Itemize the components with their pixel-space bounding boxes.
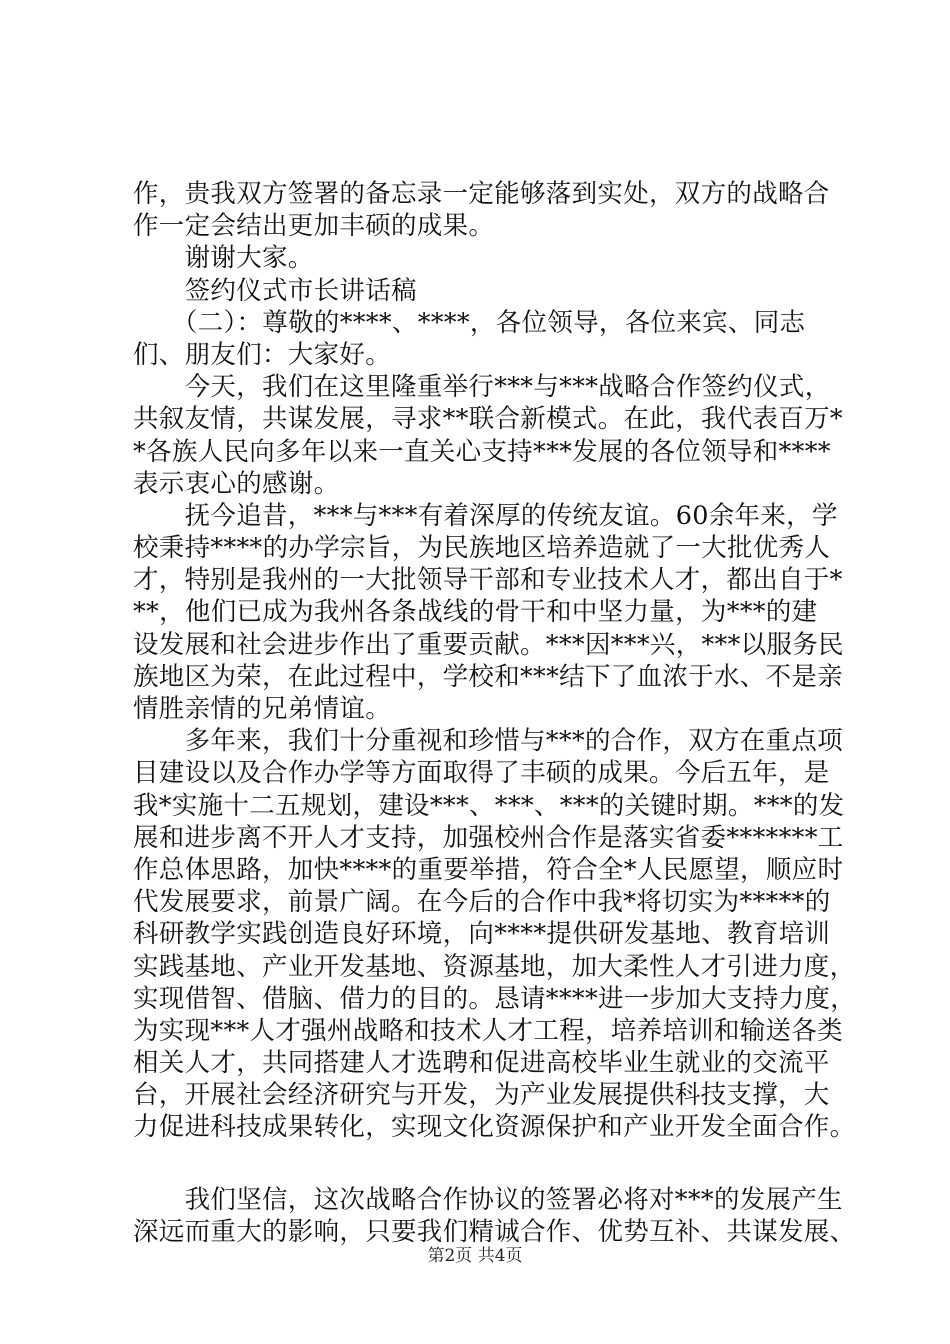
text-line: 谢谢大家。 — [133, 243, 314, 274]
text-line: 相关人才，共同搭建人才选聘和促进高校毕业生就业的交流平 — [133, 1048, 830, 1079]
document-body — [133, 178, 857, 1248]
text-line: （二）：尊敬的****、****，各位领导，各位来宾、同志 — [133, 307, 806, 338]
text-line: 为实现***人才强州战略和技术人才工程，培养培训和输送各类 — [133, 1015, 843, 1046]
text-line: 代发展要求，前景广阔。在今后的合作中我*将切实为*****的 — [133, 887, 831, 918]
page-number-footer: 第2页 共4页 — [427, 1246, 523, 1266]
text-line: 表示衷心的感谢。 — [133, 468, 340, 499]
text-line: 展和进步离不开人才支持，加强校州合作是落实省委*******工 — [133, 822, 844, 853]
text-line: *各族人民向多年以来一直关心支持***发展的各位领导和**** — [133, 436, 831, 467]
text-line: 共叙友情，共谋发展，寻求**联合新模式。在此，我代表百万* — [133, 404, 843, 435]
text-line: 作，贵我双方签署的备忘录一定能够落到实处，双方的战略合 — [133, 179, 830, 209]
text-line: 作总体思路，加快****的重要举措，符合全*人民愿望，顺应时 — [133, 854, 844, 885]
text-line: 作一定会结出更加丰硕的成果。 — [133, 211, 495, 242]
paragraph-gap — [133, 1144, 838, 1184]
text-line: 我*实施十二五规划，建设***、***、***的关键时期。***的发 — [133, 790, 845, 821]
text-line: 实践基地、产业开发基地、资源基地，加大柔性人才引进力度， — [133, 951, 856, 982]
text-line: 抚今追昔，***与***有着深厚的传统友谊。60余年来，学 — [133, 500, 838, 531]
text-line: 签约仪式市长讲话稿 — [133, 275, 417, 306]
text-line: 才，特别是我州的一大批领导干部和专业技术人才，都出自于* — [133, 565, 843, 596]
body-paragraphs — [133, 178, 857, 1144]
text-line: 力促进科技成果转化，实现文化资源保护和产业开发全面合作。 — [133, 1112, 856, 1143]
text-line: **，他们已成为我州各条战线的骨干和中坚力量，为***的建 — [133, 597, 818, 628]
body-paragraphs-continued — [133, 1184, 856, 1248]
text-line: 设发展和社会进步作出了重要贡献。***因***兴，***以服务民 — [133, 629, 844, 660]
text-line: 多年来，我们十分重视和珍惜与***的合作，双方在重点项 — [133, 726, 843, 757]
text-line: 目建设以及合作办学等方面取得了丰硕的成果。今后五年，是 — [133, 758, 830, 789]
text-line: 们、朋友们：大家好。 — [133, 339, 392, 370]
text-line: 族地区为荣，在此过程中，学校和***结下了血浓于水、不是亲 — [133, 661, 843, 692]
text-line: 校秉持****的办学宗旨，为民族地区培养造就了一大批优秀人 — [133, 533, 831, 564]
text-line: 科研教学实践创造良好环境，向****提供研发基地、教育培训 — [133, 919, 831, 950]
text-line: 今天，我们在这里隆重举行***与***战略合作签约仪式， — [133, 372, 831, 403]
text-line: 情胜亲情的兄弟情谊。 — [133, 694, 392, 724]
text-line: 实现借智、借脑、借力的目的。恳请****进一步加大支持力度， — [133, 983, 857, 1014]
text-line: 台，开展社会经济研究与开发，为产业发展提供科技支撑，大 — [133, 1080, 830, 1111]
text-line: 我们坚信，这次战略合作协议的签署必将对***的发展产生 — [133, 1184, 843, 1215]
text-line: 深远而重大的影响，只要我们精诚合作、优势互补、共谋发展、 — [133, 1216, 856, 1247]
